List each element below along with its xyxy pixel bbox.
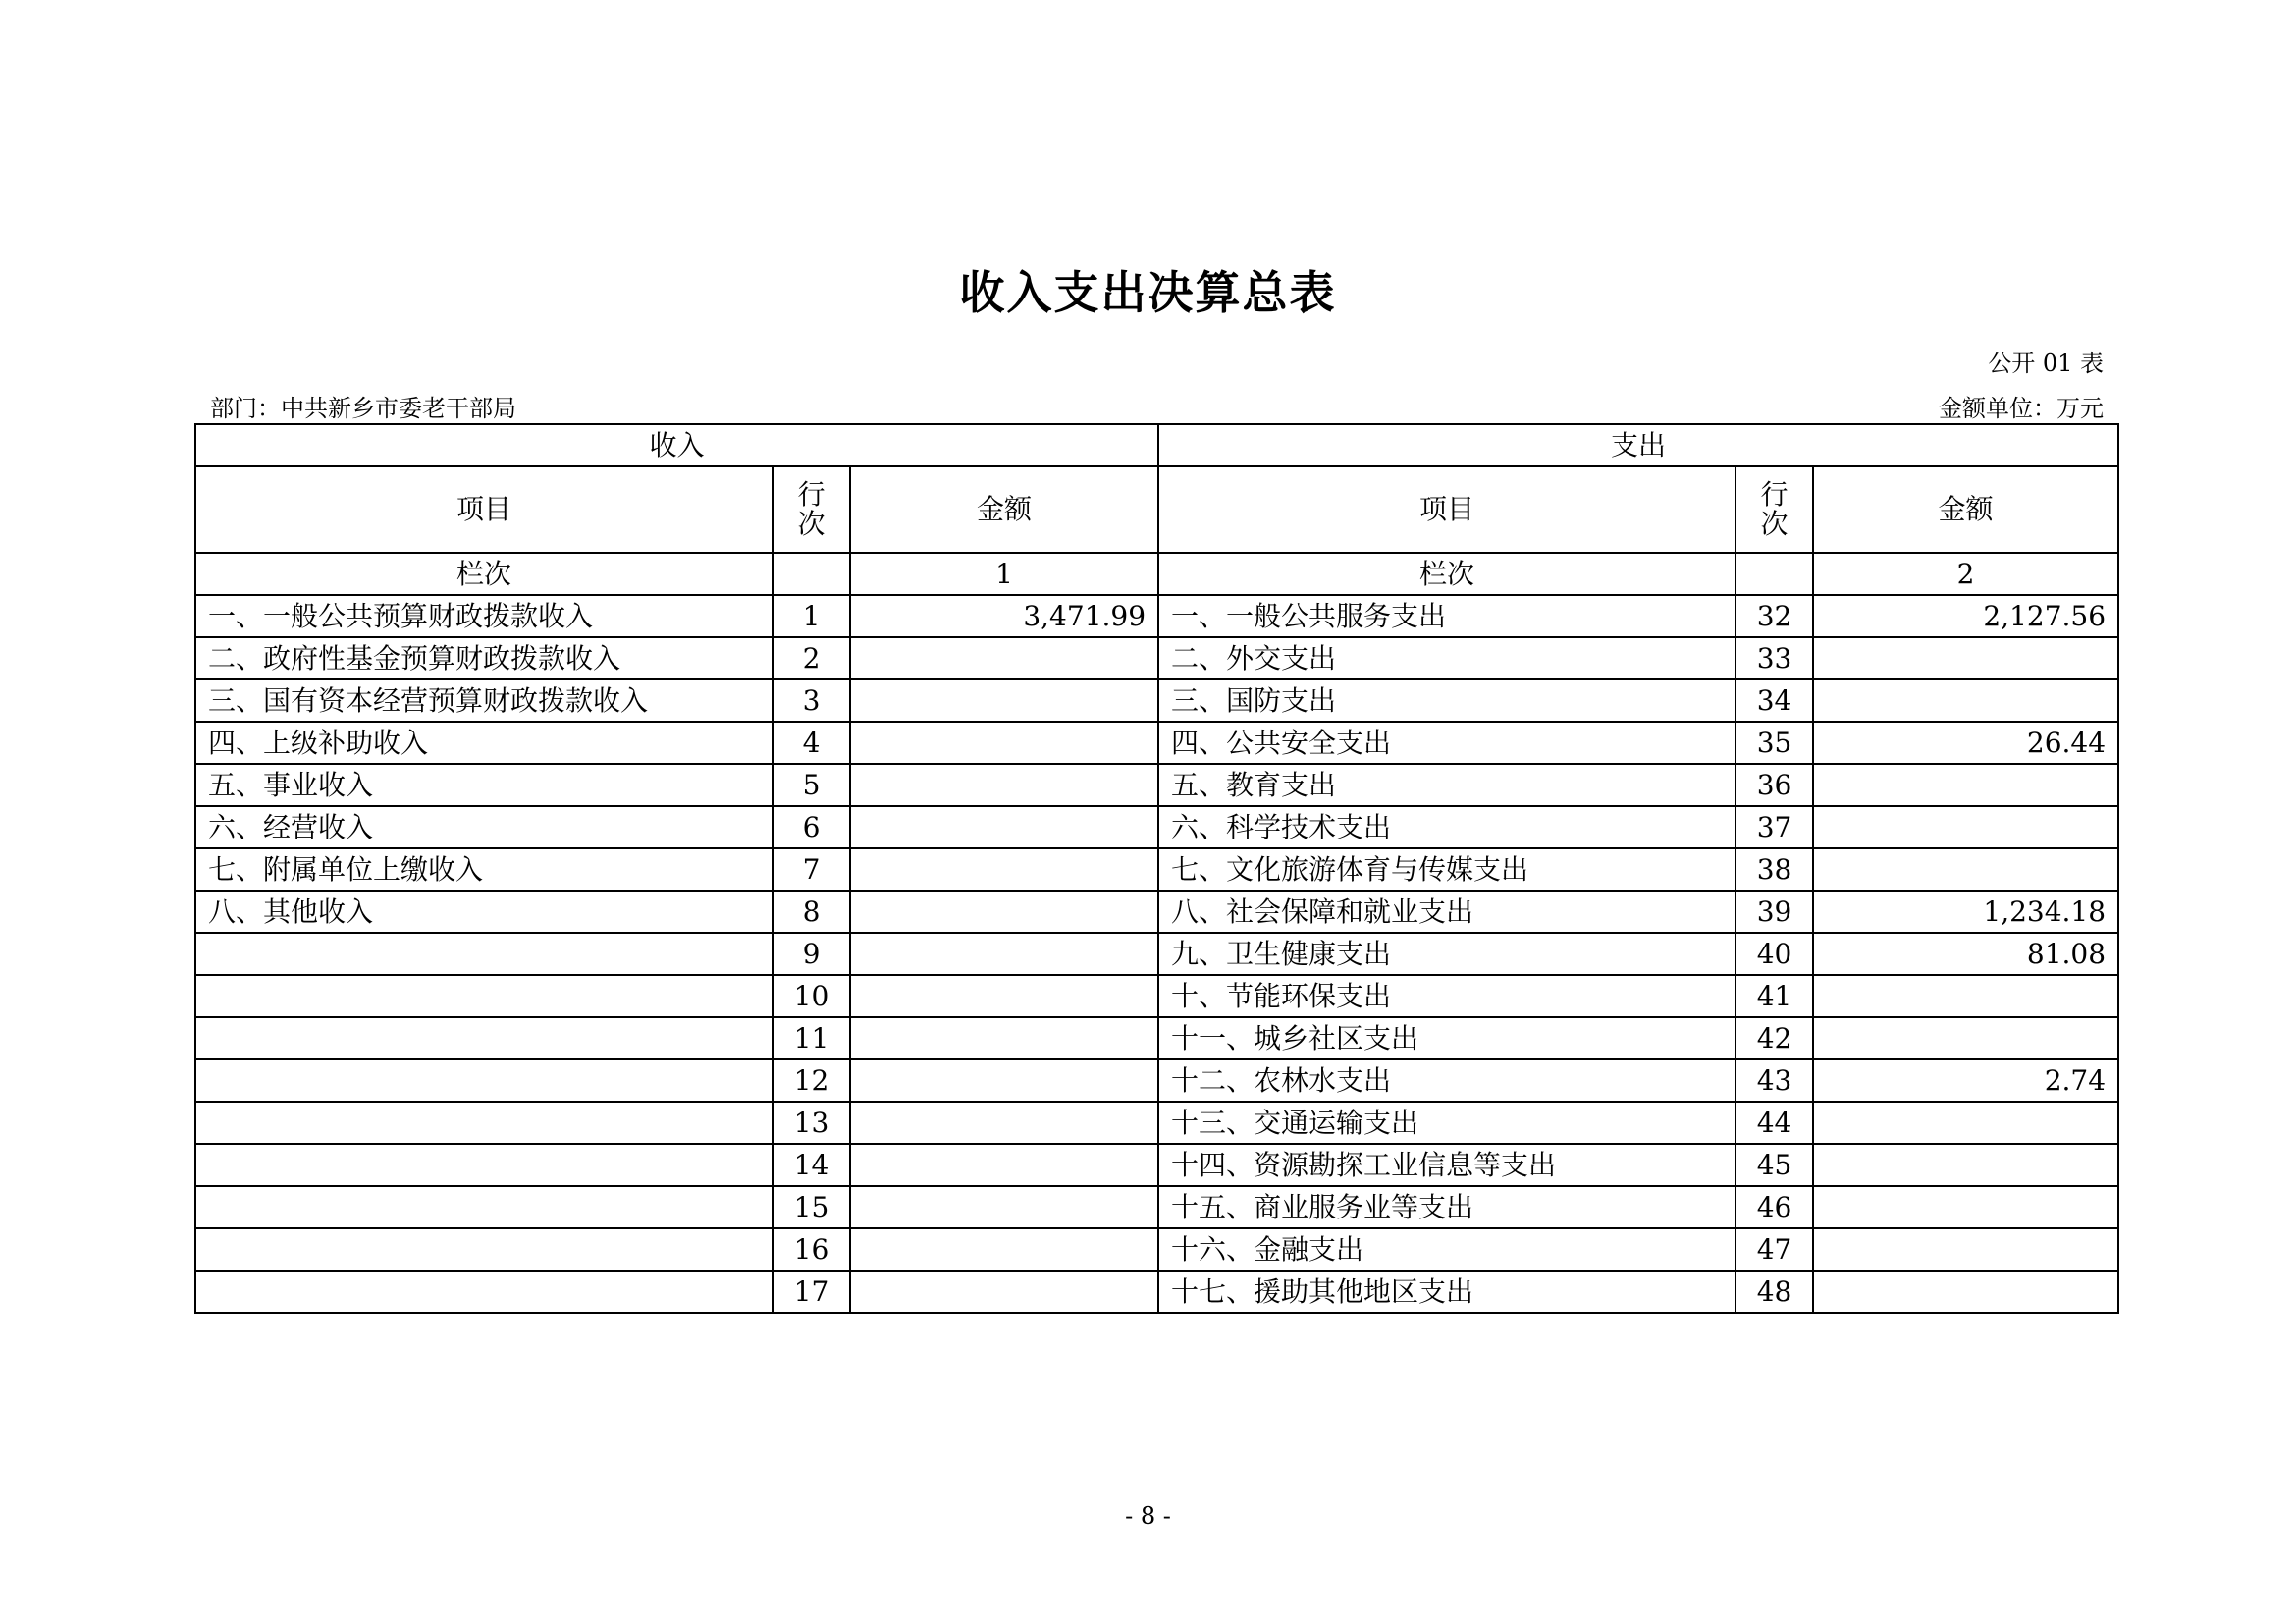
expenditure-item-cell: 十、节能环保支出: [1158, 975, 1735, 1017]
expenditure-section-header: 支出: [1158, 424, 2118, 466]
expenditure-item-cell: 五、教育支出: [1158, 764, 1735, 806]
income-amount-cell: [850, 1059, 1158, 1102]
income-amount-cell: [850, 1186, 1158, 1228]
expenditure-amount-cell: 1,234.18: [1813, 891, 2118, 933]
table-row: [195, 1144, 2118, 1186]
income-column-label: 栏次: [195, 553, 773, 595]
expenditure-item-cell: 三、国防支出: [1158, 679, 1735, 722]
header-row-section: [195, 424, 2118, 466]
table-row: [195, 679, 2118, 722]
expenditure-item-cell: 十四、资源勘探工业信息等支出: [1158, 1144, 1735, 1186]
income-line-cell: 1: [773, 595, 850, 637]
expenditure-amount-cell: [1813, 1271, 2118, 1313]
income-item-cell: 四、上级补助收入: [195, 722, 773, 764]
income-amount-cell: 3,471.99: [850, 595, 1158, 637]
income-line-cell: 12: [773, 1059, 850, 1102]
income-amount-cell: [850, 848, 1158, 891]
table-row: [195, 891, 2118, 933]
income-amount-cell: [850, 1017, 1158, 1059]
expenditure-amount-header: 金额: [1813, 466, 2118, 553]
expenditure-amount-cell: [1813, 764, 2118, 806]
table-row: [195, 933, 2118, 975]
income-item-cell: [195, 975, 773, 1017]
expenditure-line-cell: 32: [1735, 595, 1813, 637]
income-item-cell: [195, 1144, 773, 1186]
expenditure-line-cell: 45: [1735, 1144, 1813, 1186]
expenditure-amount-cell: [1813, 806, 2118, 848]
expenditure-item-cell: 四、公共安全支出: [1158, 722, 1735, 764]
expenditure-item-cell: 一、一般公共服务支出: [1158, 595, 1735, 637]
income-line-cell: 3: [773, 679, 850, 722]
income-amount-header: 金额: [850, 466, 1158, 553]
department-label: 部门：中共新乡市委老干部局: [210, 395, 516, 422]
income-line-cell: 6: [773, 806, 850, 848]
expenditure-amount-cell: [1813, 975, 2118, 1017]
income-item-cell: [195, 1271, 773, 1313]
income-line-cell: 8: [773, 891, 850, 933]
income-line-cell: 15: [773, 1186, 850, 1228]
expenditure-amount-cell: [1813, 848, 2118, 891]
budget-summary-table: [194, 423, 2119, 1314]
income-item-cell: 七、附属单位上缴收入: [195, 848, 773, 891]
income-amount-cell: [850, 1228, 1158, 1271]
income-item-cell: [195, 1186, 773, 1228]
table-row: [195, 764, 2118, 806]
expenditure-amount-cell: [1813, 1017, 2118, 1059]
income-amount-cell: [850, 637, 1158, 679]
header-row-columns: [195, 466, 2118, 553]
income-amount-cell: [850, 1271, 1158, 1313]
income-item-cell: [195, 1059, 773, 1102]
income-line-cell: 4: [773, 722, 850, 764]
line-header-top: 行: [1760, 478, 1789, 511]
income-item-cell: [195, 1017, 773, 1059]
line-header-bottom: 次: [1760, 508, 1789, 540]
line-header-bottom: 次: [797, 508, 826, 540]
form-number: 公开 01 表: [1988, 350, 2104, 377]
expenditure-amount-cell: 2.74: [1813, 1059, 2118, 1102]
income-line-cell: 9: [773, 933, 850, 975]
expenditure-item-cell: 九、卫生健康支出: [1158, 933, 1735, 975]
expenditure-column-number: 2: [1813, 553, 2118, 595]
expenditure-line-cell: 40: [1735, 933, 1813, 975]
income-line-cell: 13: [773, 1102, 850, 1144]
income-amount-cell: [850, 722, 1158, 764]
expenditure-column-blank: [1735, 553, 1813, 595]
expenditure-line-cell: 35: [1735, 722, 1813, 764]
income-line-cell: 11: [773, 1017, 850, 1059]
expenditure-line-cell: 48: [1735, 1271, 1813, 1313]
expenditure-item-cell: 十六、金融支出: [1158, 1228, 1735, 1271]
expenditure-item-header: 项目: [1158, 466, 1735, 553]
page-number: - 8 -: [1125, 1502, 1171, 1530]
income-amount-cell: [850, 806, 1158, 848]
expenditure-line-cell: 47: [1735, 1228, 1813, 1271]
expenditure-column-label: 栏次: [1158, 553, 1735, 595]
income-line-cell: 17: [773, 1271, 850, 1313]
expenditure-amount-cell: [1813, 1228, 2118, 1271]
expenditure-line-cell: 43: [1735, 1059, 1813, 1102]
table-row: [195, 595, 2118, 637]
expenditure-line-cell: 34: [1735, 679, 1813, 722]
unit-label: 金额单位：万元: [1939, 395, 2104, 422]
table-row: [195, 1271, 2118, 1313]
table-row: [195, 1017, 2118, 1059]
income-amount-cell: [850, 1102, 1158, 1144]
expenditure-item-cell: 七、文化旅游体育与传媒支出: [1158, 848, 1735, 891]
income-amount-cell: [850, 1144, 1158, 1186]
income-item-cell: [195, 1228, 773, 1271]
expenditure-line-header: [1735, 466, 1813, 553]
expenditure-amount-cell: [1813, 1186, 2118, 1228]
income-line-cell: 7: [773, 848, 850, 891]
table-row: [195, 722, 2118, 764]
expenditure-line-cell: 37: [1735, 806, 1813, 848]
income-item-cell: 三、国有资本经营预算财政拨款收入: [195, 679, 773, 722]
income-line-header: [773, 466, 850, 553]
income-item-cell: 一、一般公共预算财政拨款收入: [195, 595, 773, 637]
income-amount-cell: [850, 975, 1158, 1017]
income-item-cell: [195, 933, 773, 975]
expenditure-item-cell: 八、社会保障和就业支出: [1158, 891, 1735, 933]
expenditure-amount-cell: 26.44: [1813, 722, 2118, 764]
expenditure-item-cell: 十三、交通运输支出: [1158, 1102, 1735, 1144]
table-row: [195, 1186, 2118, 1228]
income-item-cell: [195, 1102, 773, 1144]
expenditure-item-cell: 十一、城乡社区支出: [1158, 1017, 1735, 1059]
expenditure-amount-cell: 81.08: [1813, 933, 2118, 975]
expenditure-line-cell: 33: [1735, 637, 1813, 679]
income-section-header: 收入: [195, 424, 1158, 466]
expenditure-amount-cell: [1813, 679, 2118, 722]
table-row: [195, 1059, 2118, 1102]
income-item-cell: 六、经营收入: [195, 806, 773, 848]
expenditure-item-cell: 二、外交支出: [1158, 637, 1735, 679]
table-row: [195, 806, 2118, 848]
table-row: [195, 637, 2118, 679]
table-row: [195, 1102, 2118, 1144]
table-body: [195, 424, 2118, 1313]
line-header-top: 行: [797, 478, 826, 511]
expenditure-line-cell: 44: [1735, 1102, 1813, 1144]
table-row: [195, 975, 2118, 1017]
expenditure-line-cell: 39: [1735, 891, 1813, 933]
table-row: [195, 848, 2118, 891]
expenditure-amount-cell: [1813, 1144, 2118, 1186]
income-item-cell: 二、政府性基金预算财政拨款收入: [195, 637, 773, 679]
income-line-cell: 10: [773, 975, 850, 1017]
expenditure-line-cell: 36: [1735, 764, 1813, 806]
income-item-cell: 五、事业收入: [195, 764, 773, 806]
expenditure-amount-cell: 2,127.56: [1813, 595, 2118, 637]
income-line-cell: 16: [773, 1228, 850, 1271]
expenditure-item-cell: 十五、商业服务业等支出: [1158, 1186, 1735, 1228]
income-amount-cell: [850, 891, 1158, 933]
expenditure-line-cell: 41: [1735, 975, 1813, 1017]
income-item-cell: 八、其他收入: [195, 891, 773, 933]
income-line-cell: 5: [773, 764, 850, 806]
income-column-blank: [773, 553, 850, 595]
expenditure-amount-cell: [1813, 1102, 2118, 1144]
income-amount-cell: [850, 764, 1158, 806]
expenditure-item-cell: 六、科学技术支出: [1158, 806, 1735, 848]
expenditure-line-cell: 38: [1735, 848, 1813, 891]
expenditure-line-cell: 46: [1735, 1186, 1813, 1228]
expenditure-line-cell: 42: [1735, 1017, 1813, 1059]
header-row-column-numbers: [195, 553, 2118, 595]
expenditure-amount-cell: [1813, 637, 2118, 679]
table-row: [195, 1228, 2118, 1271]
income-amount-cell: [850, 679, 1158, 722]
income-line-cell: 2: [773, 637, 850, 679]
page-title: 收入支出决算总表: [959, 266, 1337, 319]
expenditure-item-cell: 十二、农林水支出: [1158, 1059, 1735, 1102]
income-line-cell: 14: [773, 1144, 850, 1186]
income-column-number: 1: [850, 553, 1158, 595]
income-amount-cell: [850, 933, 1158, 975]
expenditure-item-cell: 十七、援助其他地区支出: [1158, 1271, 1735, 1313]
income-item-header: 项目: [195, 466, 773, 553]
